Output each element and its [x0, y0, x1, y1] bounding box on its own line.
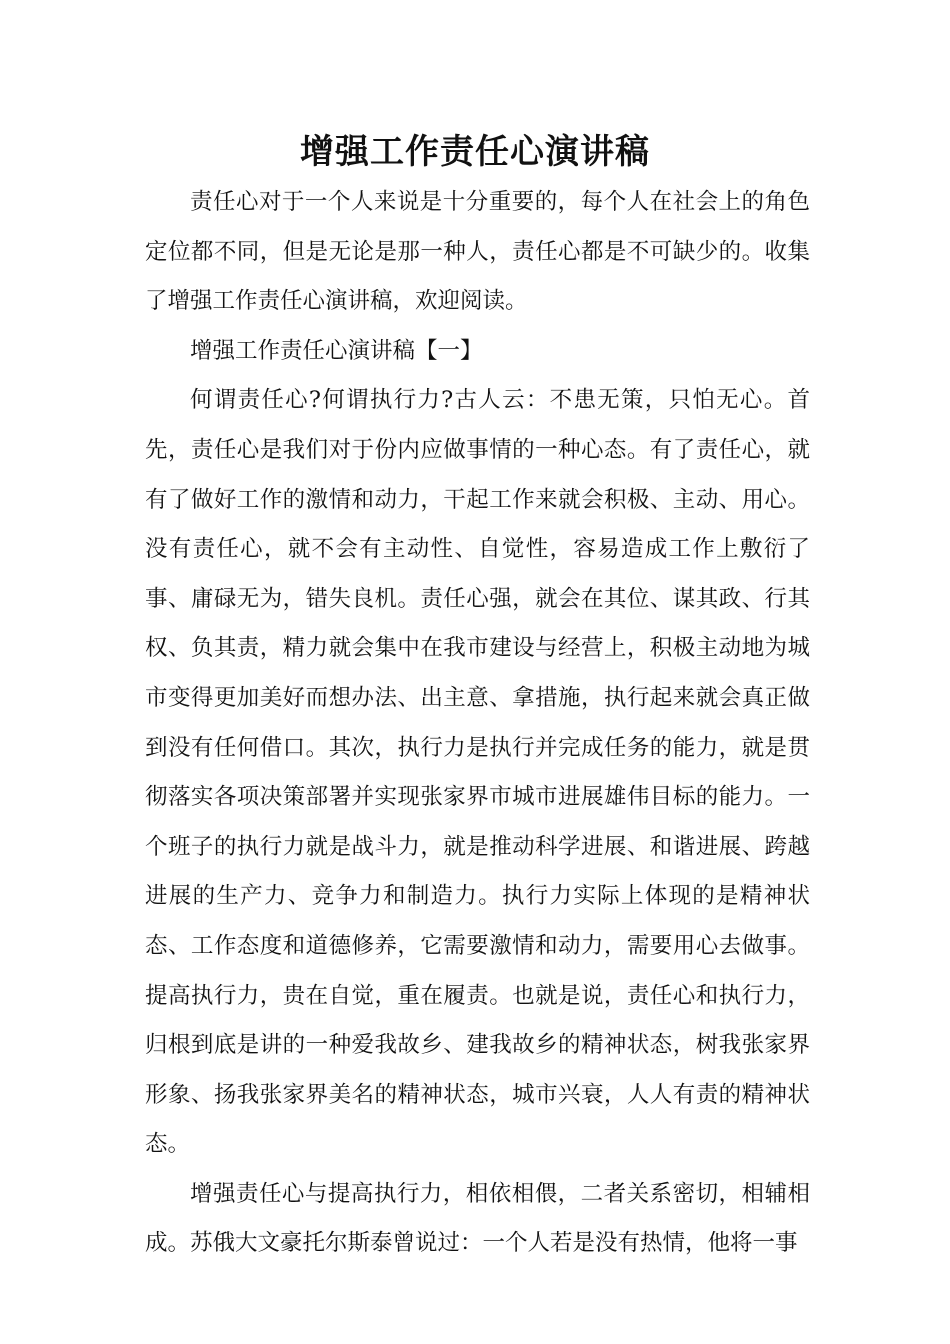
- body-paragraph-2: 增强责任心与提高执行力，相依相偎，二者关系密切，相辅相成。苏俄大文豪托尔斯泰曾说过：一个人若是没有热情，他将一事: [145, 1180, 810, 1257]
- body-paragraph-1: 何谓责任心?何谓执行力?古人云：不患无策，只怕无心。首先，责任心是我们对于份内应做事情的一种心态。有了责任心，就有了做好工作的激情和动力，干起工作来就会积极、主动、用心。没有责任心，就不会有主动性、自觉性，容易造成工作上敷衍了事、庸碌无为，错失良机。责任心强，就会在其位、谋其政、行其权、负其责，精力就会集中在我市建设与经营上，积极主动地为城市变得更加美好而想办法、出主意、拿措施，执行起来就会真正做到没有任何借口。其次，执行力是执行并完成任务的能力，就是贯彻落实各项决策部署并实现张家界市城市进展雄伟目标的能力。一个班子的执行力就是战斗力，就是推动科学进展、和谐进展、跨越进展的生产力、竞争力和制造力。执行力实际上体现的是精神状态、工作态度和道德修养，它需要激情和动力，需要用心去做事。提高执行力，贵在自觉，重在履责。也就是说，责任心和执行力，归根到底是讲的一种爱我故乡、建我故乡的精神状态，树我张家界形象、扬我张家界美名的精神状态，城市兴衰，人人有责的精神状态。: [145, 387, 810, 1158]
- document-body: [145, 178, 810, 1269]
- section-heading: 增强工作责任心演讲稿【一】: [190, 337, 483, 364]
- document-title: 增强工作责任心演讲稿: [300, 132, 650, 172]
- intro-paragraph: 责任心对于一个人来说是十分重要的，每个人在社会上的角色定位都不同，但是无论是那一种人，责任心都是不可缺少的。收集了增强工作责任心演讲稿，欢迎阅读。: [145, 189, 810, 315]
